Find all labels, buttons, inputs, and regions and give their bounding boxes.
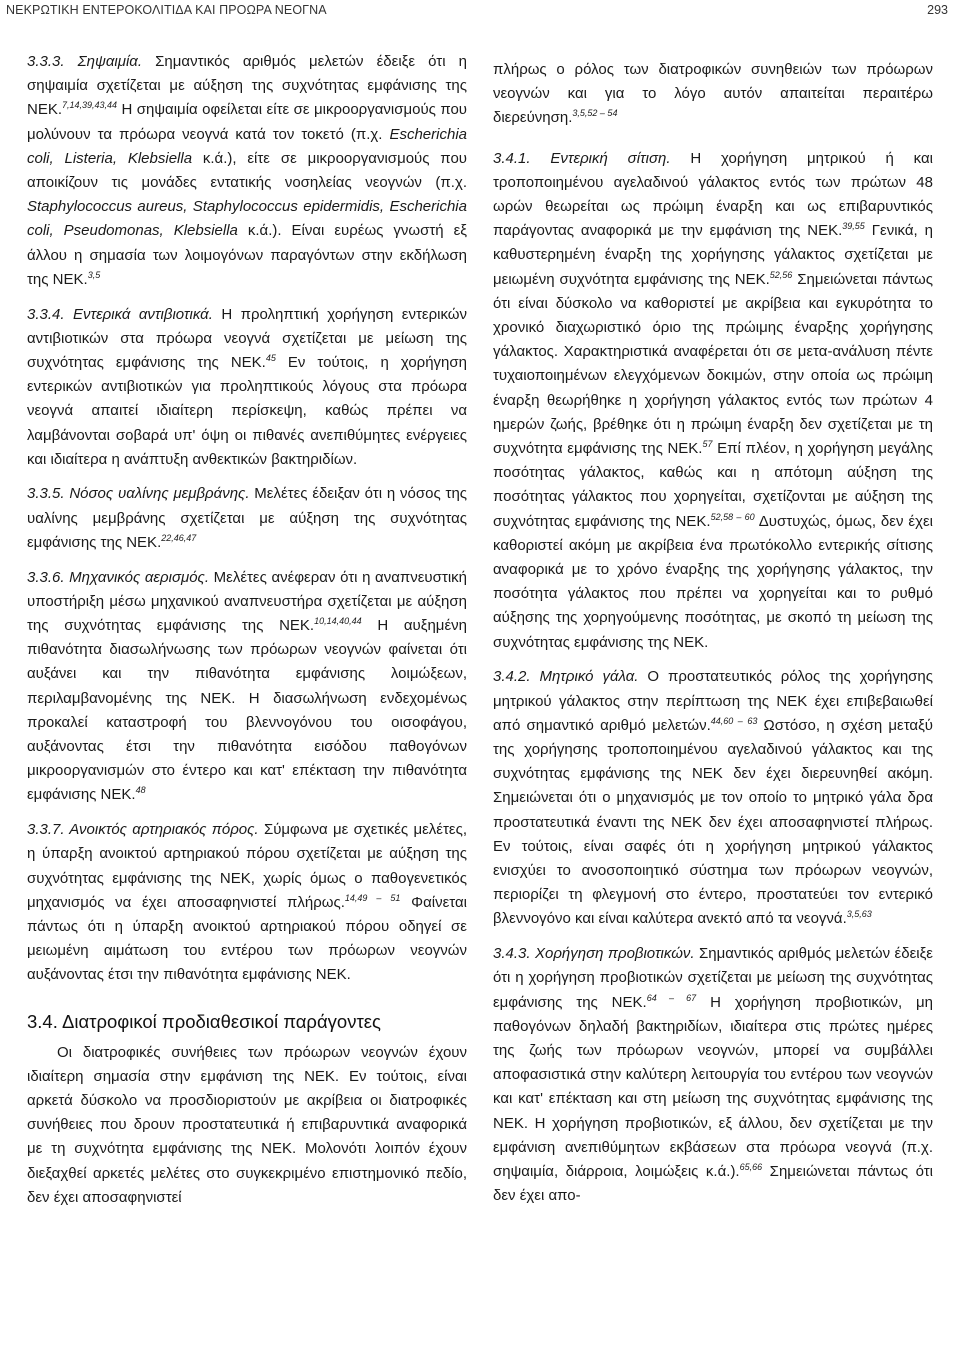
citation: 14,49 – 51: [344, 892, 401, 903]
section-title: 3.4. Διατροφικοί προδιαθεσικοί παράγοντες: [27, 1010, 381, 1032]
citation: 3,5,63: [846, 909, 872, 920]
subsection-heading: 3.3.7. Ανοικτός αρτηριακός πόρος.: [27, 821, 259, 839]
subsection-heading: 3.3.4. Εντερικά αντιβιοτικά.: [27, 305, 213, 323]
page-header: [0, 0, 960, 22]
paragraph-continued: πλήρως ο ρόλος των διατροφικών συνηθειών των πρόωρων νεογνών και για το λόγο αυτόν απαιτείται περαιτέρω διερεύνηση.$^{3,5,52 - 54}$: [493, 61, 933, 127]
citation: 10,14,40,44: [314, 615, 362, 626]
citation: 22,46,47: [161, 532, 197, 543]
citation: 45: [265, 352, 276, 363]
citation: 44,60 – 63: [710, 715, 758, 726]
subsection-heading: 3.4.2. Μητρικό γάλα.: [493, 668, 639, 686]
citation: 52,56: [769, 269, 793, 280]
paragraph-breast-milk: 3.4.2. Μητρικό γάλα. Ο προστατευτικός ρόλος της χορήγησης μητρικού γάλακτος στην περίπτωση της ΝΕΚ έχει επιβεβαιωθεί από σημαντικό αριθμό μελετών.$^{44,60 - 63}$ Ωστόσο, η σχέση μεταξύ της χορήγησης τροποποιημένου αγελαδινού γάλακτος και της συχνότητας εμφάνισης της ΝΕΚ δεν έχει διερευνηθεί ακόμη. Σημειώνεται ότι ο μηχανισμός με τον οποίο το μητρικό γάλα δρα προστατευτικά έναντι της ΝΕΚ δεν έχει αποσαφηνιστεί πλήρως. Εν τούτοις, είναι σαφές ότι η χορήγηση μητρικού γάλακτος ενισχύει το ανοσοποιητικό σύστημα των πρόωρων νεογνών, περιορίζει τη φλεγμονή στο έντερο, προστατεύει τον εντερικό βλεννογόνο και είναι καλύτερα ανεκτό από τα νεογνά.$^{3,5,63}$: [493, 668, 934, 928]
citation: 7,14,39,43,44: [62, 100, 118, 111]
paragraph-enteral-antibiotics: 3.3.4. Εντερικά αντιβιοτικά. Η προληπτική χορήγηση εντερικών αντιβιοτικών στα πρόωρα νεογνά σχετίζεται με μείωση της συχνότητας εμφάνισης της ΝΕΚ.$^{45}$ Εν τούτοις, η χορήγηση εντερικών αντιβιοτικών για προληπτικούς λόγους στα πρόωρα νεογνά απαιτεί ιδιαίτερη περίσκεψη, καθώς πρέπει να λαμβάνονται σοβαρά υπ' όψη οι πιθανές ανεπιθύμητες ενέργειες και ιδιαίτερα η ανάπτυξη ανθεκτικών βακτηριδίων.: [27, 305, 467, 468]
running-title: ΝΕΚΡΩΤΙΚΗ ΕΝΤΕΡΟΚΟΛΙΤΙΔΑ ΚΑΙ ΠΡΟΩΡΑ ΝΕΟΓΝΑ: [6, 3, 327, 17]
paragraph-patent-ductus: 3.3.7. Ανοικτός αρτηριακός πόρος. Σύμφωνα με σχετικές μελέτες, η ύπαρξη ανοικτού αρτηριακού πόρου σχετίζεται με αύξηση της συχνότητας εμφάνισης της ΝΕΚ, χωρίς όμως ο παθογενετικός μηχανισμός να έχει αποσαφηνιστεί πλήρως.$^{14,49 - 51}$ Φαίνεται πάντως ότι η ύπαρξη ανοικτού αρτηριακού πόρου οδηγεί σε μειωμένη αιμάτωση του εντέρου των πρόωρων νεογνών αυξάνοντας έτσι την πιθανότητα εμφάνισης ΝΕΚ.: [27, 821, 468, 984]
paragraph-sepsis: 3.3.3. Σηψαιμία. Σημαντικός αριθμός μελετών έδειξε ότι η σηψαιμία σχετίζεται με αύξηση της συχνότητας εμφάνισης της ΝΕΚ.$^{7,14,39,43,44}$ Η σηψαιμία οφείλεται είτε σε μικροοργανισμούς που μολύνουν τα πρόωρα νεογνά κατά τον τοκετό (π.χ. Escherichia coli, Listeria, Klebsiella κ.ά.), είτε σε μικροοργανισμούς που αποικίζουν τις μονάδες εντατικής νοσηλείας νεογνών (π.χ. Staphylococcus aureus, Staphylococcus epidermidis, Escherichia coli, Pseudomonas, Klebsiella κ.ά.). Είναι ευρέως γνωστή εξ άλλου η σημασία των λοιμογόνων παραγόντων στην εκδήλωση της ΝΕΚ.$^{3,5}$: [27, 53, 468, 288]
citation: 48: [135, 785, 146, 796]
subsection-heading: 3.3.6. Μηχανικός αερισμός.: [27, 568, 210, 586]
subsection-heading: 3.4.1. Εντερική σίτιση.: [493, 149, 671, 167]
citation: 3,5,52 – 54: [572, 108, 618, 119]
paragraph-probiotics: 3.4.3. Χορήγηση προβιοτικών. Σημαντικός αριθμός μελετών έδειξε ότι η χορήγηση προβιοτικών σχετίζεται με μείωση της συχνότητας εμφάνισης της ΝΕΚ.$^{64 - 67}$ Η χορήγηση προβιοτικών, μη παθογόνων δηλαδή βακτηριδίων, ιδιαίτερα στις πρώτες ημέρες της ζωής των πρόωρων νεογνών, μπορεί να συμβάλλει αποφασιστικά στην καλύτερη λειτουργία του εντέρου των νεογνών και κατ' επέκταση και στη μείωση της συχνότητας εμφάνισης της ΝΕΚ. Η χορήγηση προβιοτικών, εξ άλλου, δεν σχετίζεται με την εμφάνιση ανεπιθύμητων εκβάσεων στα πρόωρα νεογνά (π.χ. σηψαιμία, διάρροια, λοιμώξεις κ.ά.).$^{65,66}$ Σημειώνεται πάντως ότι δεν έχει απο-: [493, 945, 934, 1205]
citation: 65,66: [739, 1161, 763, 1172]
citation: 52,58 – 60: [710, 511, 755, 522]
paragraph-nutrition-intro: Οι διατροφικές συνήθειες των πρόωρων νεογνών έχουν ιδιαίτερη σημασία στην εμφάνιση της ΝΕΚ. Εν τούτοις, είναι αρκετά δύσκολο να προσδιοριστούν με ακρίβεια οι διατροφικές συνήθειες που δρουν προστατευτικά ή επιβαρυντικά αναφορικά με τη συχνότητα εμφάνισης της ΝΕΚ. Μολονότι λοιπόν έχουν διεξαχθεί αρκετές μελέτες στο συγκεκριμένο επιστημονικό πεδίο, δεν έχει αποσαφηνιστεί: [27, 1043, 467, 1206]
subsection-heading: 3.3.5. Νόσος υαλίνης μεμβράνης.: [27, 485, 250, 503]
citation: 64 – 67: [646, 992, 697, 1003]
citation: 39,55: [842, 221, 865, 232]
citation: 57: [702, 439, 713, 450]
paragraph-hyaline-membrane: 3.3.5. Νόσος υαλίνης μεμβράνης. Μελέτες έδειξαν ότι η νόσος της υαλίνης μεμβράνης σχετίζεται με αύξηση της συχνότητας εμφάνισης της ΝΕΚ.$^{22,46,47}$: [27, 485, 468, 551]
subsection-heading: 3.4.3. Χορήγηση προβιοτικών.: [493, 945, 695, 963]
citation: 3,5: [87, 269, 101, 280]
left-column: [27, 50, 467, 1220]
page-number: 293: [927, 3, 948, 17]
paragraph-enteral-feeding: 3.4.1. Εντερική σίτιση. Η χορήγηση μητρικού ή και τροποποιημένου αγελαδινού γάλακτος εντός των πρώτων 48 ωρών θεωρείται ως πρώιμη έναρξη και ως επιβαρυντικός παράγοντας αναφορικά με την εμφάνιση της ΝΕΚ.$^{39,55}$ Γενικά, η καθυστερημένη έναρξη της χορήγησης γάλακτος σχετίζεται με μειωμένη συχνότητα εμφάνισης της ΝΕΚ.$^{52,56}$ Σημειώνεται πάντως ότι είναι δύσκολο να καθοριστεί με ακρίβεια και εγκυρότητα το χρονικό διαχωριστικό όριο της πρώιμης έναρξης χορήγησης γάλακτος. Χαρακτηριστικά αναφέρεται ότι σε μετα-ανάλυση πέντε τυχαιοποιημένων ελεγχόμενων δοκιμών, στην οποία ως πρώιμη έναρξη θεωρήθηκε η χορήγηση γάλακτος εντός των πρώτων 4 ημερών ζωής, βρέθηκε ότι η πρώιμη έναρξη δεν σχετίζεται με τη συχνότητα εμφάνισης της ΝΕΚ.$^{57}$ Επί πλέον, η χορήγηση μεγάλης ποσότητας γάλακτος, καθώς και η απότομη αύξηση της ποσότητας γάλακτος που χορηγείται, σχετίζονται με αύξηση της συχνότητας εμφάνισης της ΝΕΚ.$^{52,58 - 60}$ Δυστυχώς, όμως, δεν έχει καθοριστεί ακόμη με ακρίβεια ένα πρωτόκολλο εντερικής σίτισης αναφορικά με το χρόνο έναρξης της χορήγησης γάλακτος, την ποσότητα γάλακτος που πρέπει να χορηγείται και το ρυθμό αύξησης της χορηγούμενης ποσότητας, με σκοπό τη μείωση της συχνότητας εμφάνισης της ΝΕΚ.: [493, 149, 934, 651]
subsection-heading: 3.3.3. Σηψαιμία.: [27, 53, 143, 70]
right-column: [493, 58, 933, 1219]
paragraph-mechanical-ventilation: 3.3.6. Μηχανικός αερισμός. Μελέτες ανέφεραν ότι η αναπνευστική υποστήριξη μέσω μηχανικού αναπνευστήρα σχετίζεται με αύξηση της συχνότητας εμφάνισης της ΝΕΚ.$^{10,14,40,44}$ Η αυξημένη πιθανότητα διασωλήνωσης των πρόωρων νεογνών φαίνεται ότι αυξάνει και την πιθανότητα εμφάνισης λοιμώξεων, περιλαμβανομένης της ΝΕΚ. Η διασωλήνωση ενδεχομένως προκαλεί καταστροφή του βλεννογόνου του οισοφάγου, αυξάνοντας έτσι την πιθανότητα εισόδου παθογόνων μικροοργανισμών στο έντερο και κατ' επέκταση την πιθανότητα εμφάνισης ΝΕΚ.$^{48}$: [27, 568, 467, 804]
